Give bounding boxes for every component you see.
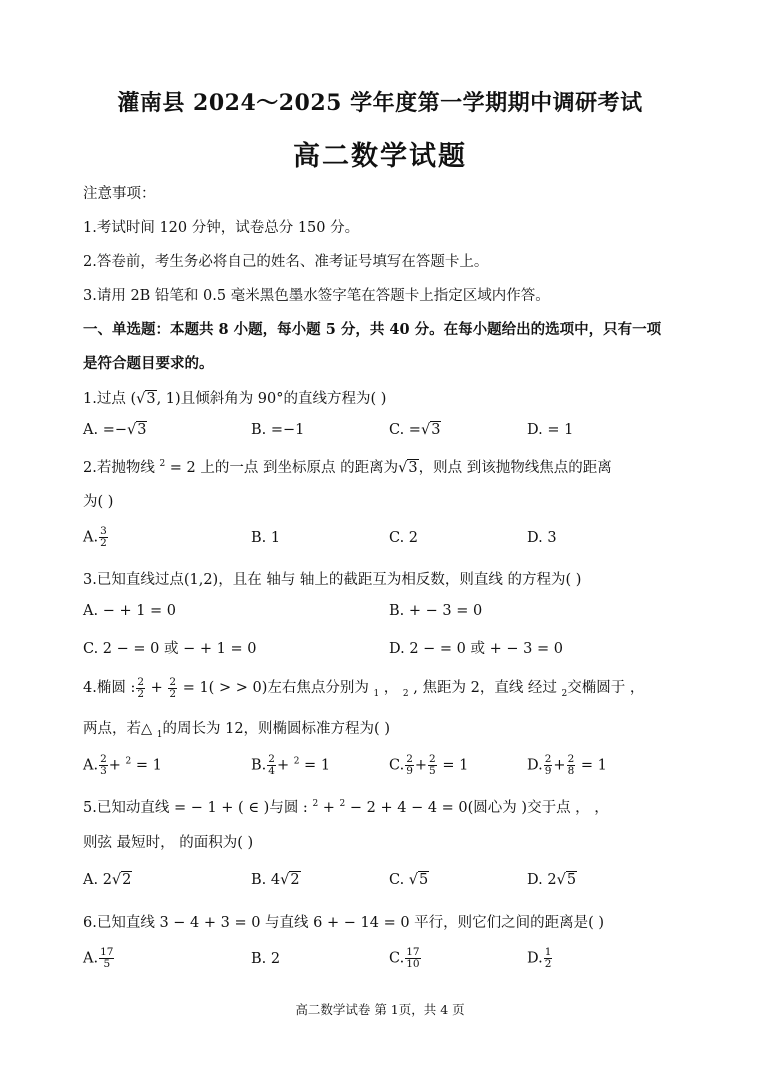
q5-stem-part: − 2 + 4 − 4 = 0(圆心为 )交于点 ， ， <box>345 800 609 816</box>
q5-option-d <box>527 872 577 888</box>
option-text: + <box>108 757 126 774</box>
q1-stem-part: , 1)且倾斜角为 90°的直线方程为( ) <box>156 391 387 407</box>
q1-option-c <box>389 422 441 438</box>
q6-option-c <box>389 947 422 970</box>
fraction <box>99 526 108 549</box>
numerator: 1 <box>544 946 552 958</box>
sqrt-symbol: √3 <box>127 422 147 438</box>
question-3-stem: 3.已知直线过点(1,2)，且在 轴与 轴上的截距互为相反数，则直线 的方程为( ) <box>83 572 582 588</box>
q2-stem-part: 2.若抛物线 <box>83 460 160 476</box>
question-6-stem: 6.已知直线 3 − 4 + 3 = 0 与直线 6 + − 14 = 0 平行，则它们之间的距离是( ) <box>83 915 605 931</box>
option-label: C. <box>389 950 405 967</box>
sqrt-symbol: √3 <box>398 460 418 476</box>
numerator: 2 <box>169 675 177 688</box>
numerator: 2 <box>406 753 413 765</box>
radicand: 2 <box>290 872 300 888</box>
q5-option-a <box>83 872 132 888</box>
q6-option-d <box>527 947 553 970</box>
question-5-stem <box>83 796 609 817</box>
denominator: 3 <box>100 765 107 777</box>
page-footer: 高二数学试卷 第 1页，共 4 页 <box>295 1002 465 1017</box>
q2-option-b: B. 1 <box>251 530 281 546</box>
q4-option-b <box>251 754 330 777</box>
exam-subtitle: 高二数学试题 <box>293 141 467 172</box>
q5-stem-part: 5.已知动直线 = − 1 + ( ∈ )与圆 : <box>83 800 313 816</box>
denominator: 9 <box>544 765 552 777</box>
q4-stem-part: = 1( > > 0)左右焦点分别为 <box>178 680 374 696</box>
numerator: 2 <box>268 753 275 765</box>
exam-title: 灌南县 2024～2025 学年度第一学期期中调研考试 <box>117 90 643 116</box>
q3-option-d: D. 2 − = 0 或 + − 3 = 0 <box>389 641 563 657</box>
notes-heading: 注意事项： <box>83 186 156 202</box>
sqrt-symbol: √3 <box>136 391 156 407</box>
q1-stem-part: 1.过点 ( <box>83 391 137 407</box>
section-heading-line2: 是符合题目要求的。 <box>83 355 214 372</box>
fraction <box>99 947 114 970</box>
numerator: 3 <box>100 525 107 537</box>
q5-option-c <box>389 872 429 888</box>
option-text: = 1 <box>437 757 469 774</box>
note-item-1: 1.考试时间 120 分钟，试卷总分 150 分。 <box>83 220 360 236</box>
q6-option-a <box>83 947 115 970</box>
option-label: D. <box>527 757 543 774</box>
superscript: 2 <box>125 756 132 767</box>
superscript: 2 <box>293 756 300 767</box>
q1-c-text: C. = <box>389 422 421 438</box>
denominator: 2 <box>137 687 145 700</box>
question-2-stem <box>83 456 612 477</box>
numerator: 2 <box>429 753 436 765</box>
numerator: 2 <box>137 675 145 688</box>
q4-stem-part: 两点，若△ <box>83 721 157 737</box>
option-label: D. <box>527 950 543 967</box>
superscript: 2 <box>312 799 319 810</box>
subscript: 1 <box>373 688 380 699</box>
numerator: 17 <box>406 946 420 958</box>
option-text: C. <box>389 872 409 888</box>
q2-superscript: 2 <box>159 459 166 470</box>
q2-radicand: 3 <box>408 460 418 476</box>
q4-option-d: D. $\frac{2}{9}$ + $\frac{2}{8}$ = 1 <box>527 753 607 777</box>
q6-option-b: B. 2 <box>251 951 281 967</box>
q1-radicand: 3 <box>146 391 156 407</box>
denominator: 2 <box>544 958 552 970</box>
fraction <box>567 754 576 777</box>
option-text: + <box>276 757 294 774</box>
q1-c-radicand: 3 <box>431 422 441 438</box>
option-text: = 1 <box>576 757 607 774</box>
numerator: 17 <box>100 946 114 958</box>
fraction <box>267 754 276 777</box>
q2-stem-part: ，则点 到该抛物线焦点的距离 <box>418 460 612 476</box>
q3-option-c: C. 2 − = 0 或 − + 1 = 0 <box>83 641 257 657</box>
denominator: 5 <box>429 765 436 777</box>
option-text: = 1 <box>131 757 162 774</box>
q5-option-b <box>251 872 301 888</box>
question-4-stem <box>83 676 644 700</box>
denominator: 5 <box>103 958 111 970</box>
fraction <box>99 754 108 777</box>
sqrt-symbol: √2 <box>111 872 132 888</box>
numerator: 2 <box>567 753 575 765</box>
option-label: A. <box>83 950 99 967</box>
fraction <box>136 677 145 700</box>
radicand: 5 <box>566 872 577 888</box>
radicand: 5 <box>419 872 429 888</box>
q2-a-label: A. <box>83 529 99 546</box>
q3-option-a: A. − + 1 = 0 <box>83 603 177 619</box>
question-5-stem-line2: 则弦 最短时， 的面积为( ) <box>83 835 254 851</box>
fraction <box>544 754 553 777</box>
q4-stem-part: ， <box>379 680 403 696</box>
sqrt-symbol: √5 <box>556 872 577 888</box>
denominator: 8 <box>567 765 575 777</box>
q4-stem-part: 的周长为 12，则椭圆标准方程为( ) <box>162 721 390 737</box>
plus-sign: + <box>146 680 168 696</box>
question-2-stem-line2: 为( ) <box>83 494 114 510</box>
question-4-stem-line2 <box>83 717 390 740</box>
q1-a-radicand: 3 <box>137 422 147 438</box>
denominator: 2 <box>100 537 107 549</box>
fraction <box>405 947 420 970</box>
option-label: B. <box>251 757 267 774</box>
denominator: 2 <box>169 687 177 700</box>
q1-option-b: B. =−1 <box>251 422 305 438</box>
denominator: 9 <box>406 765 413 777</box>
fraction <box>544 947 553 970</box>
radicand: 2 <box>122 872 132 888</box>
subscript: 1 <box>156 729 163 740</box>
sqrt-symbol: √3 <box>420 422 441 438</box>
denominator: 4 <box>268 765 275 777</box>
option-text: = 1 <box>299 757 331 774</box>
q3-option-b: B. + − 3 = 0 <box>389 603 483 619</box>
numerator: 2 <box>100 753 107 765</box>
option-text: A. 2 <box>83 872 112 888</box>
option-label: A. <box>83 757 99 774</box>
q1-option-d: D. = 1 <box>527 422 574 438</box>
note-item-3: 3.请用 2B 铅笔和 0.5 毫米黑色墨水签字笔在答题卡上指定区域内作答。 <box>83 288 550 304</box>
q2-option-c: C. 2 <box>389 530 419 546</box>
q4-option-a <box>83 754 162 777</box>
q4-stem-part: , 焦距为 2，直线 经过 <box>408 680 562 696</box>
q2-stem-part: = 2 上的一点 到坐标原点 的距离为 <box>165 460 399 476</box>
q2-option-a <box>83 526 109 549</box>
fraction <box>405 754 414 777</box>
q1-option-a <box>83 422 147 438</box>
note-item-2: 2.答卷前，考生务必将自己的姓名、准考证号填写在答题卡上。 <box>83 254 489 270</box>
option-label: C. <box>389 757 405 774</box>
q1-a-text: A. =− <box>83 422 127 438</box>
sqrt-symbol: √5 <box>408 872 429 888</box>
option-text: D. 2 <box>527 872 557 888</box>
q4-stem-part: 4.椭圆 : <box>83 680 136 696</box>
denominator: 10 <box>406 958 420 970</box>
subscript: 2 <box>561 688 568 699</box>
sqrt-symbol: √2 <box>280 872 300 888</box>
subscript: 2 <box>402 688 409 699</box>
q2-option-d: D. 3 <box>527 530 557 546</box>
q5-stem-part: + <box>318 800 340 816</box>
q4-stem-part: 交椭圆于 ， <box>567 680 645 696</box>
question-1-stem <box>83 387 386 408</box>
fraction <box>168 677 177 700</box>
fraction <box>428 754 437 777</box>
numerator: 2 <box>544 753 552 765</box>
section-heading-line1: 一、单选题：本题共 8 小题，每小题 5 分，共 40 分。在每小题给出的选项中，只有一项 <box>83 321 662 338</box>
q4-option-c: C. $\frac{2}{9}$ + $\frac{2}{5}$ = 1 <box>389 753 469 777</box>
option-text: B. 4 <box>251 872 281 888</box>
superscript: 2 <box>339 799 346 810</box>
